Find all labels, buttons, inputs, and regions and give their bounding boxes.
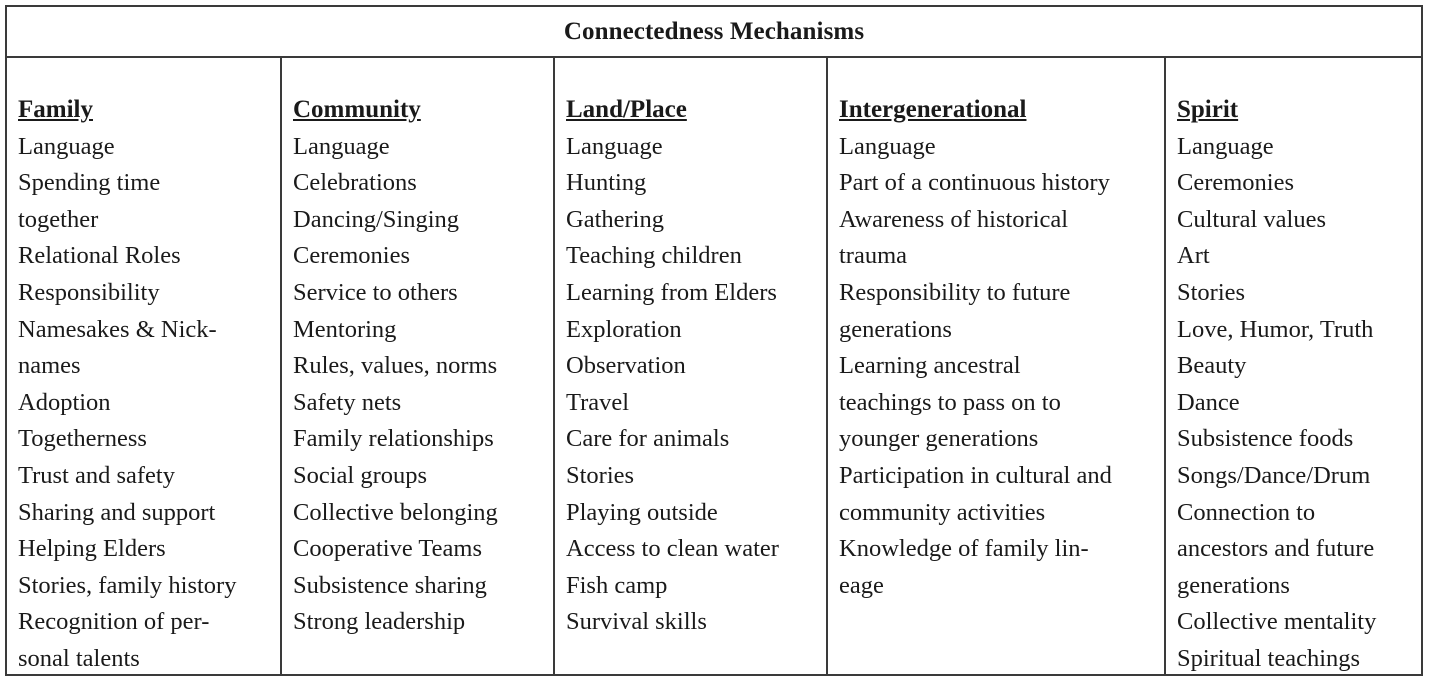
- list-item: Dance: [1177, 388, 1240, 416]
- list-item: Stories, family history: [18, 571, 237, 599]
- list-item: Part of a continuous history: [839, 169, 1110, 197]
- list-item: community activities: [839, 498, 1046, 526]
- column-heading-community: Community: [293, 96, 421, 123]
- table-title: Connectedness Mechanisms: [563, 17, 865, 45]
- list-item: ancestors and future: [1177, 535, 1375, 563]
- list-item: Subsistence sharing: [293, 571, 487, 599]
- list-item: Dancing/Singing: [293, 205, 460, 233]
- column-heading-land-place: Land/Place: [566, 96, 687, 123]
- list-item: Travel: [566, 388, 630, 416]
- list-item: Strong leadership: [293, 608, 466, 636]
- list-item: Collective belonging: [293, 498, 498, 526]
- list-item: Relational Roles: [18, 242, 181, 270]
- list-item: Helping Elders: [18, 535, 166, 563]
- list-item: Collective mentality: [1177, 608, 1377, 636]
- list-item: Language: [293, 132, 390, 160]
- list-item: Responsibility: [18, 278, 160, 306]
- column-intergenerational: [826, 58, 1164, 674]
- column-list-family: [18, 129, 280, 678]
- list-item: Spending time: [18, 169, 161, 197]
- list-item: Knowledge of family lin-: [839, 535, 1089, 563]
- list-item: Recognition of per-: [18, 608, 210, 636]
- connectedness-table: [5, 5, 1423, 676]
- list-item: Playing outside: [566, 498, 718, 526]
- list-item: Art: [1177, 242, 1210, 270]
- column-land-place: [553, 58, 826, 674]
- column-list-intergenerational: [839, 129, 1164, 605]
- column-heading-family: Family: [18, 96, 93, 123]
- list-item: Adoption: [18, 388, 111, 416]
- list-item: Fish camp: [566, 571, 668, 599]
- column-heading-intergenerational: Intergenerational: [839, 96, 1027, 123]
- list-item: Learning ancestral: [839, 352, 1021, 380]
- list-item: Language: [566, 132, 663, 160]
- list-item: Gathering: [566, 205, 664, 233]
- list-item: together: [18, 205, 99, 233]
- list-item: Hunting: [566, 169, 647, 197]
- list-item: eage: [839, 571, 884, 599]
- list-item: Survival skills: [566, 608, 707, 636]
- list-item: Celebrations: [293, 169, 417, 197]
- column-community: [280, 58, 553, 674]
- list-item: Service to others: [293, 278, 458, 306]
- list-item: younger generations: [839, 425, 1039, 453]
- list-item: Ceremonies: [1177, 169, 1295, 197]
- list-item: Mentoring: [293, 315, 397, 343]
- list-item: Safety nets: [293, 388, 402, 416]
- column-heading-spirit: Spirit: [1177, 96, 1239, 123]
- list-item: Stories: [566, 461, 635, 489]
- column-list-community: [293, 129, 553, 641]
- list-item: Family relationships: [293, 425, 494, 453]
- list-item: Language: [1177, 132, 1274, 160]
- table-title-row: [7, 7, 1421, 58]
- list-item: Care for animals: [566, 425, 730, 453]
- column-list-spirit: [1177, 129, 1421, 678]
- list-item: teachings to pass on to: [839, 388, 1061, 416]
- column-spirit: [1164, 58, 1421, 674]
- list-item: Teaching children: [566, 242, 742, 270]
- list-item: Trust and safety: [18, 461, 175, 489]
- list-item: names: [18, 352, 81, 380]
- list-item: Namesakes & Nick-: [18, 315, 217, 343]
- list-item: Spiritual teachings: [1177, 644, 1361, 672]
- list-item: Learning from Elders: [566, 278, 777, 306]
- list-item: trauma: [839, 242, 908, 270]
- list-item: sonal talents: [18, 644, 140, 672]
- list-item: Social groups: [293, 461, 428, 489]
- list-item: Beauty: [1177, 352, 1247, 380]
- list-item: Observation: [566, 352, 686, 380]
- list-item: Stories: [1177, 278, 1246, 306]
- list-item: Sharing and support: [18, 498, 216, 526]
- list-item: Ceremonies: [293, 242, 411, 270]
- column-list-land-place: [566, 129, 826, 641]
- list-item: generations: [1177, 571, 1290, 599]
- list-item: Language: [18, 132, 115, 160]
- list-item: Exploration: [566, 315, 682, 343]
- list-item: Rules, values, norms: [293, 352, 498, 380]
- list-item: Songs/Dance/Drum: [1177, 461, 1371, 489]
- list-item: Togetherness: [18, 425, 147, 453]
- list-item: Access to clean water: [566, 535, 779, 563]
- list-item: Love, Humor, Truth: [1177, 315, 1374, 343]
- list-item: Responsibility to future: [839, 278, 1071, 306]
- list-item: Subsistence foods: [1177, 425, 1354, 453]
- list-item: generations: [839, 315, 952, 343]
- list-item: Connection to: [1177, 498, 1316, 526]
- list-item: Cooperative Teams: [293, 535, 483, 563]
- column-family: [7, 58, 280, 674]
- list-item: Language: [839, 132, 936, 160]
- list-item: Cultural values: [1177, 205, 1327, 233]
- list-item: Participation in cultural and: [839, 461, 1112, 489]
- list-item: Awareness of historical: [839, 205, 1069, 233]
